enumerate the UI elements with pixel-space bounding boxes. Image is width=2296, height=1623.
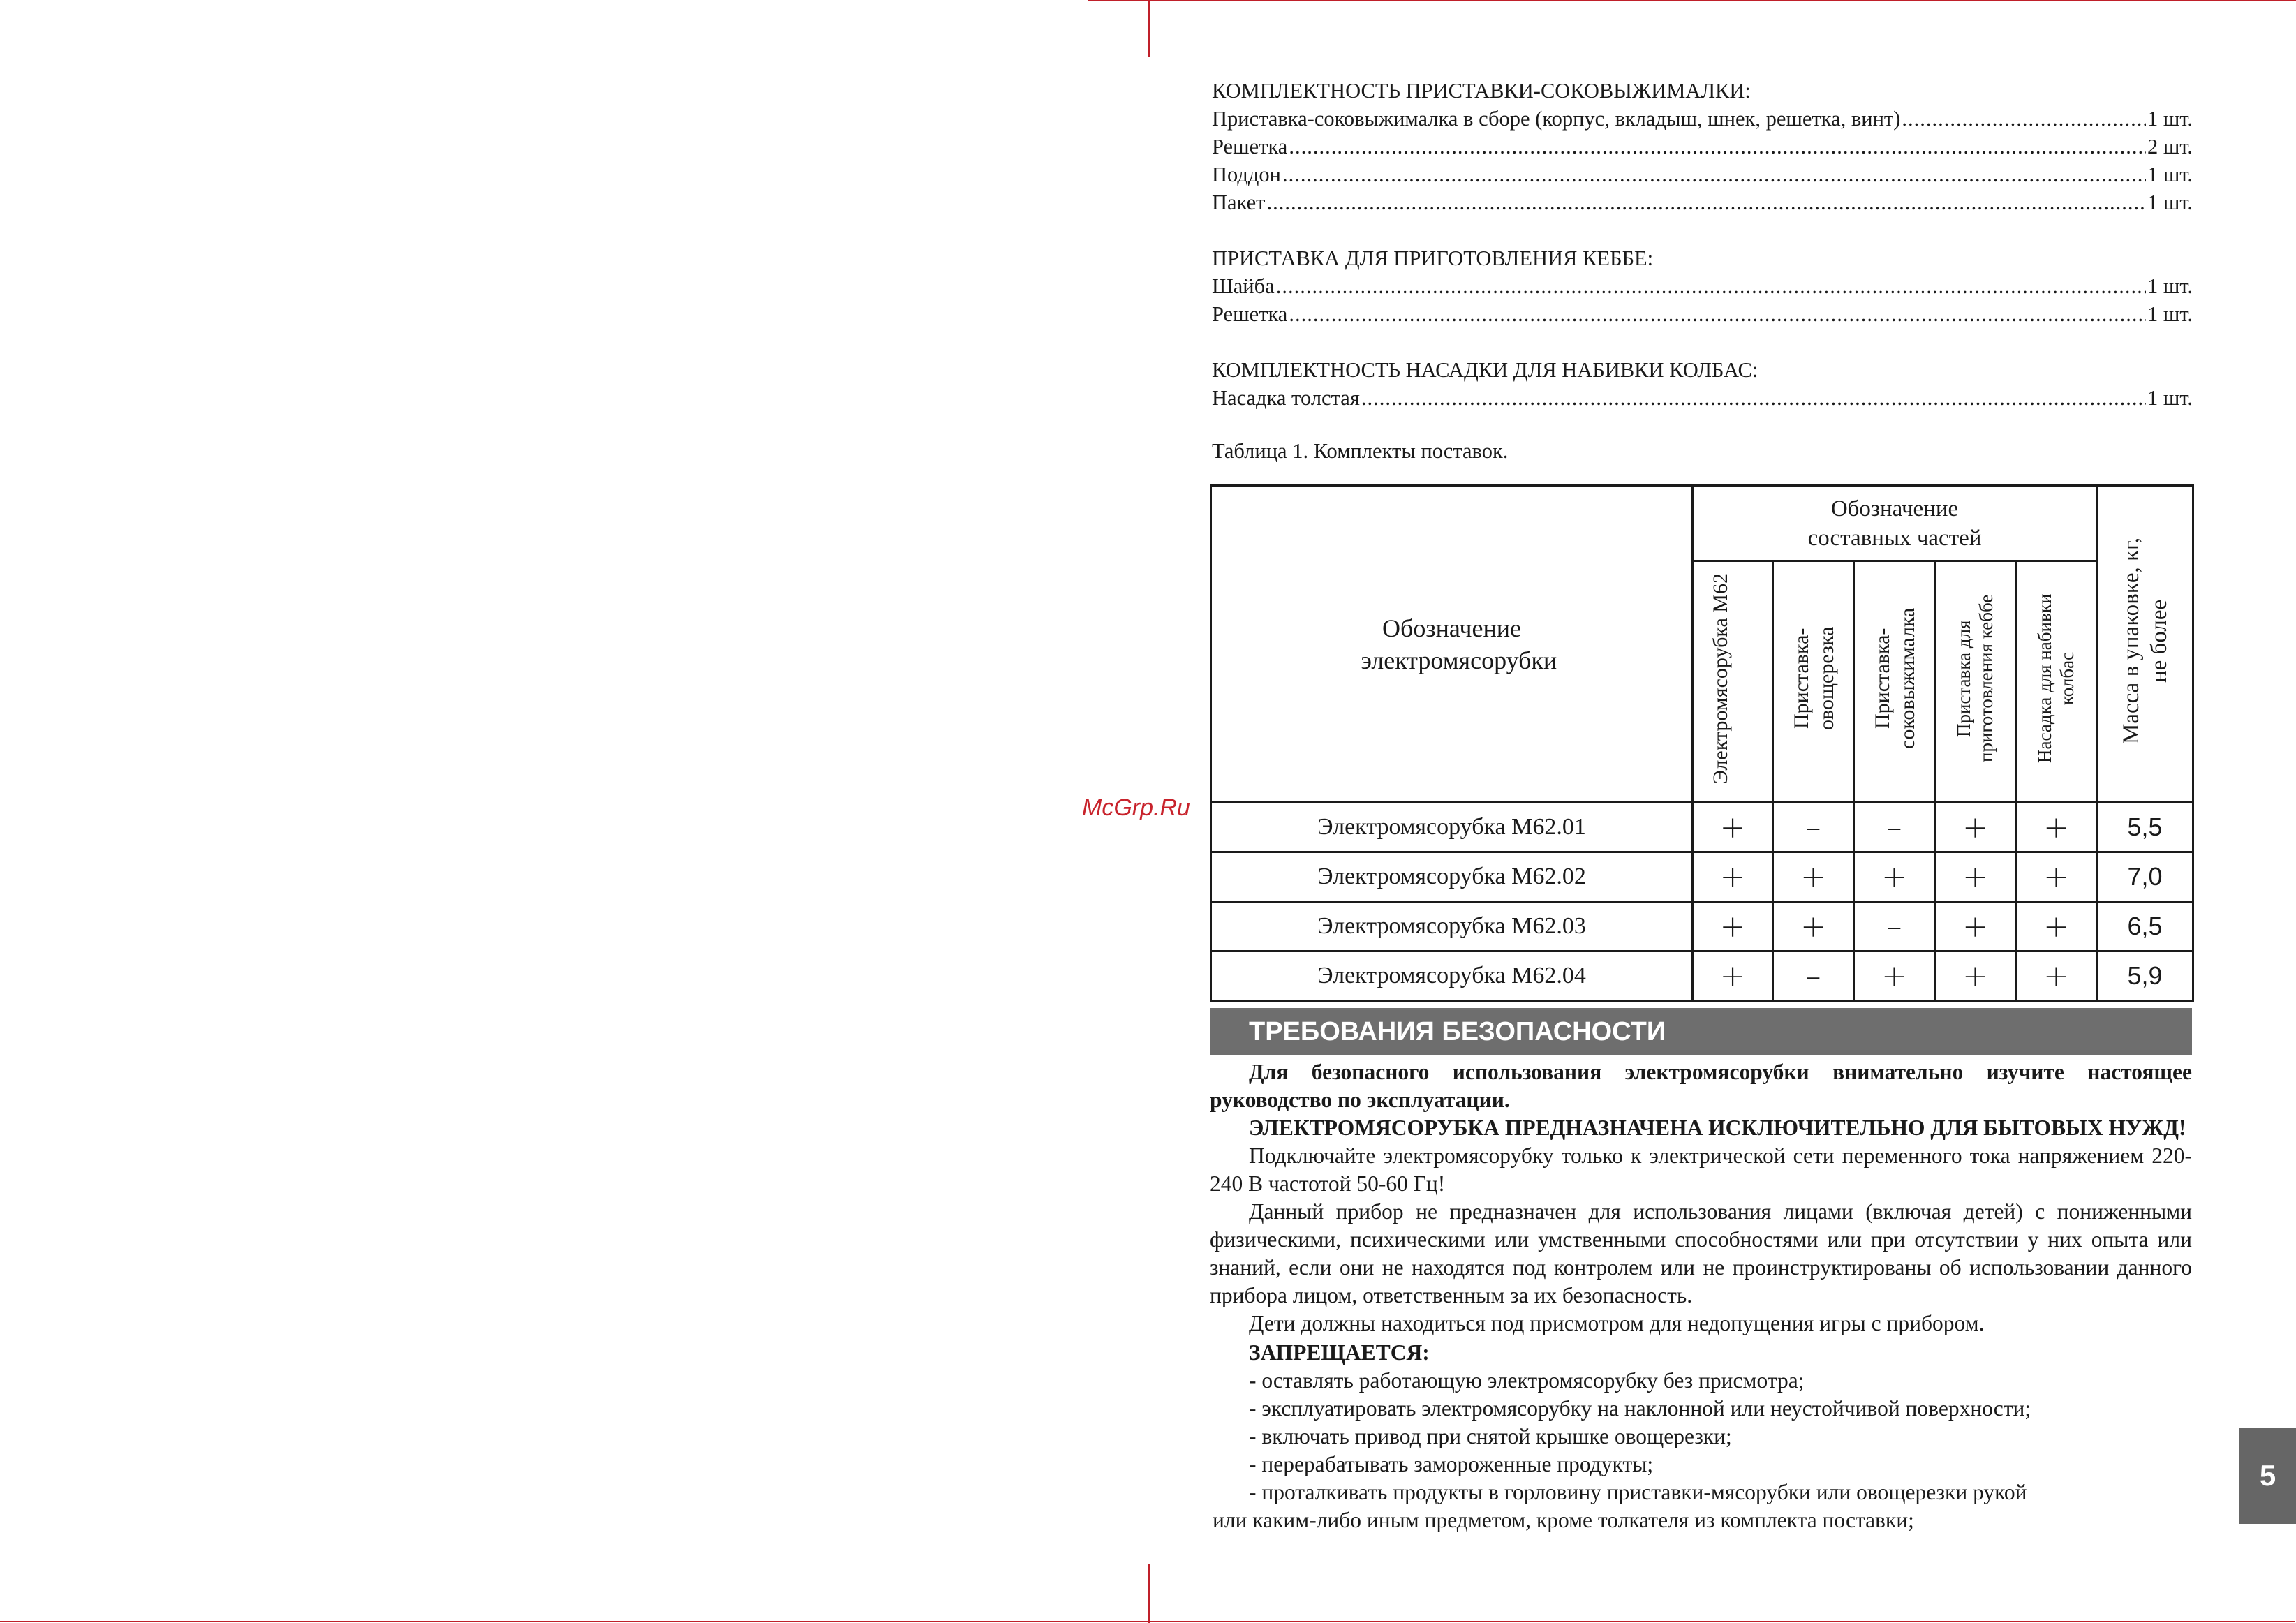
crop-mark bbox=[1148, 0, 1150, 57]
list-item: - эксплуатировать электромясорубку на наклонной или неустойчивой поверхности; bbox=[1249, 1396, 2031, 1421]
header-mass: Масса в упаковке, кг, не более bbox=[2097, 486, 2193, 803]
table-row: Электромясорубка М62.01 + – – + + 5,5 bbox=[1211, 803, 2193, 852]
page-number: 5 bbox=[2239, 1428, 2296, 1524]
crop-mark bbox=[1088, 0, 2295, 1]
kebbe-title: ПРИСТАВКА ДЛЯ ПРИГОТОВЛЕНИЯ КЕББЕ: bbox=[1212, 246, 1654, 270]
column-header: Приставка-соковыжималка bbox=[1854, 561, 1935, 803]
safety-paragraph: Для безопасного использования электромясорубки внимательно изучите настоящее руководство по эксплуатации. bbox=[1210, 1060, 2192, 1112]
crop-mark bbox=[1148, 1564, 1150, 1623]
safety-heading: ТРЕБОВАНИЯ БЕЗОПАСНОСТИ bbox=[1210, 1008, 2192, 1055]
column-header: Приставка для приготовления кеббе bbox=[1935, 561, 2016, 803]
list-item: Решетка ..... 1 шт. bbox=[1212, 300, 2193, 328]
safety-paragraph: Дети должны находиться под присмотром для недопущения игры с прибором. bbox=[1249, 1311, 1985, 1335]
table-row: Электромясорубка М62.02 + + + + + 7,0 bbox=[1211, 852, 2193, 902]
safety-text bbox=[1210, 1058, 2192, 1534]
list-item: - оставлять работающую электромясорубку без присмотра; bbox=[1249, 1368, 1805, 1393]
column-header: Приставка-овощерезка bbox=[1773, 561, 1854, 803]
safety-paragraph: ЭЛЕКТРОМЯСОРУБКА ПРЕДНАЗНАЧЕНА ИСКЛЮЧИТЕЛЬНО ДЛЯ БЫТОВЫХ НУЖД! bbox=[1249, 1116, 2186, 1140]
watermark: McGrp.Ru bbox=[1082, 794, 1190, 821]
sausage-title: КОМПЛЕКТНОСТЬ НАСАДКИ ДЛЯ НАБИВКИ КОЛБАС: bbox=[1212, 358, 1758, 382]
kit-lists bbox=[1212, 77, 2193, 465]
table-caption: Таблица 1. Комплекты поставок. bbox=[1212, 439, 1509, 463]
forbidden-title: ЗАПРЕЩАЕТСЯ: bbox=[1249, 1340, 1430, 1365]
header-parts: Обозначение составных частей bbox=[1693, 486, 2097, 561]
list-item: Поддон ..... 1 шт. bbox=[1212, 161, 2193, 188]
list-item: Насадка толстая ..... 1 шт. bbox=[1212, 384, 2193, 412]
crop-mark bbox=[0, 1621, 1088, 1622]
crop-mark bbox=[2239, 0, 2296, 1]
header-model: Обозначение электромясорубки bbox=[1211, 486, 1693, 803]
list-item: или каким-либо иным предметом, кроме толкателя из комплекта поставки; bbox=[1213, 1508, 1914, 1532]
list-item: Приставка-соковыжималка в сборе (корпус, вкладыш, шнек, решетка, винт) ..... 1 шт. bbox=[1212, 105, 2193, 133]
juicer-title: КОМПЛЕКТНОСТЬ ПРИСТАВКИ-СОКОВЫЖИМАЛКИ: bbox=[1212, 79, 1751, 103]
column-header: Электромясорубка М62 bbox=[1693, 561, 1773, 803]
list-item: Шайба ..... 1 шт. bbox=[1212, 272, 2193, 300]
list-item: Решетка ..... 2 шт. bbox=[1212, 133, 2193, 161]
column-header: Насадка для набивки колбас bbox=[2016, 561, 2097, 803]
list-item: - включать привод при снятой крышке овощерезки; bbox=[1249, 1424, 1732, 1448]
list-item: - проталкивать продукты в горловину приставки-мясорубки или овощерезки рукой bbox=[1249, 1480, 2027, 1504]
list-item: - перерабатывать замороженные продукты; bbox=[1249, 1452, 1654, 1476]
safety-paragraph: Подключайте электромясорубку только к электрической сети переменного тока напряжением 220-240 В частотой 50-60 Гц! bbox=[1210, 1143, 2192, 1196]
kit-table bbox=[1210, 484, 2194, 1002]
list-item: Пакет ..... 1 шт. bbox=[1212, 188, 2193, 216]
safety-paragraph: Данный прибор не предназначен для использования лицами (включая детей) с пониженными физическими, психическими или умственными способностями или при отсутствии у них опыта или знаний, если они не находятся под контролем или не проинструктированы об использовании данного прибора лицом, ответственным за их безопасность. bbox=[1210, 1199, 2192, 1307]
crop-mark bbox=[1088, 1621, 2295, 1622]
table-row: Электромясорубка М62.03 + + – + + 6,5 bbox=[1211, 902, 2193, 951]
table-row: Электромясорубка М62.04 + – + + + 5,9 bbox=[1211, 951, 2193, 1001]
